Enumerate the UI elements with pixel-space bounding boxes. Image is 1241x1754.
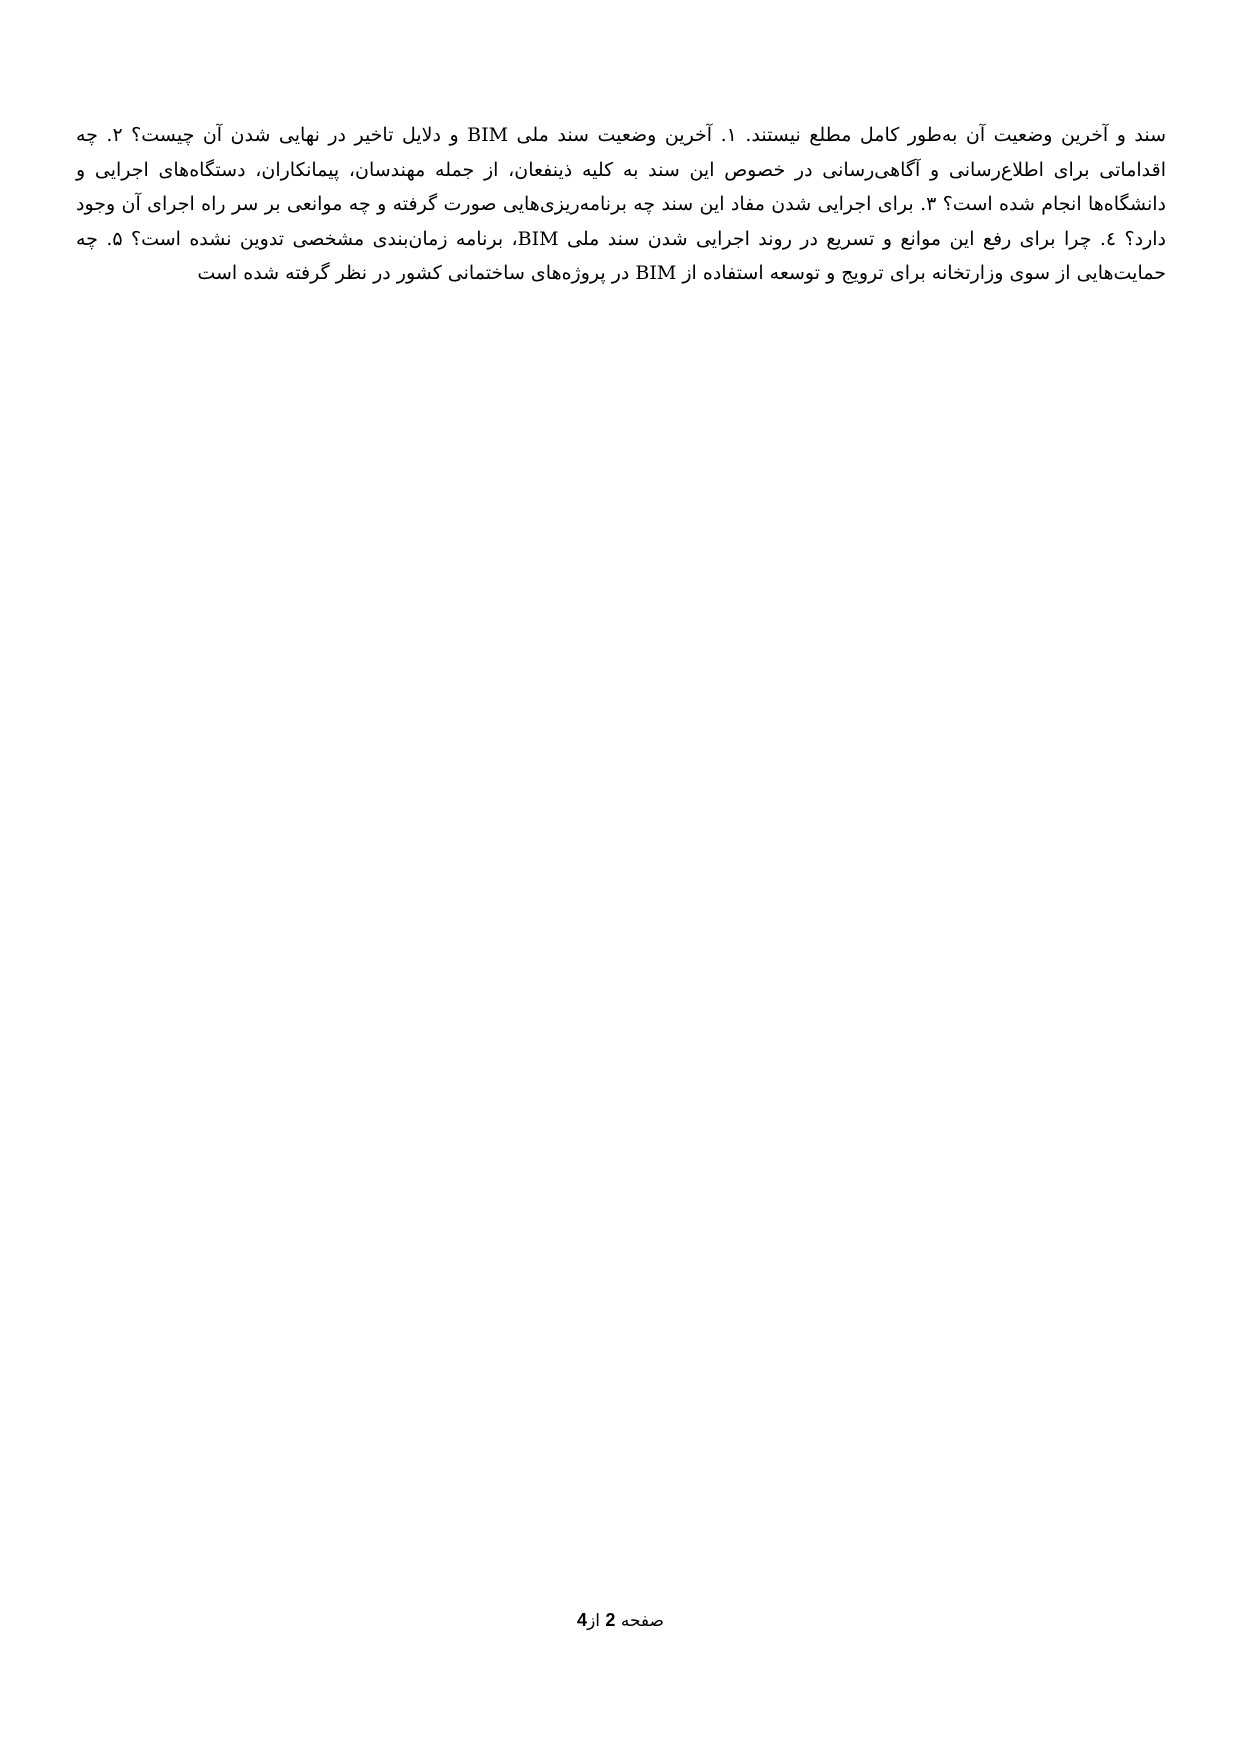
total-pages-number: 4: [577, 1610, 588, 1630]
current-page-number: 2: [605, 1610, 616, 1630]
page-number-footer: [0, 1608, 1241, 1633]
of-label: از: [587, 1611, 600, 1631]
body-paragraph: سند و آخرین وضعیت آن به‌طور کامل مطلع نیستند. ۱. آخرین وضعیت سند ملی BIM و دلایل تاخیر در نهایی شدن آن چیست؟ ۲. چه اقداماتی برای اطلاع‌رسانی و آگاهی‌رسانی در خصوص این سند به کلیه ذینفعان، از جمله مهندسان، پیمانکاران، دستگاه‌های اجرایی و دانشگاه‌ها انجام شده است؟ ۳. برای اجرایی شدن مفاد این سند چه برنامه‌ریزی‌هایی صورت گرفته و چه موانعی بر سر راه اجرای آن وجود دارد؟ ٤. چرا برای رفع این موانع و تسریع در روند اجرایی شدن سند ملی BIM، برنامه زمان‌بندی مشخصی تدوین نشده است؟ ۵. چه حمایت‌هایی از سوی وزارتخانه برای ترویج و توسعه استفاده از BIM در پروژه‌های ساختمانی کشور در نظر گرفته شده است: [76, 124, 1166, 284]
page-label: صفحه: [620, 1611, 664, 1631]
